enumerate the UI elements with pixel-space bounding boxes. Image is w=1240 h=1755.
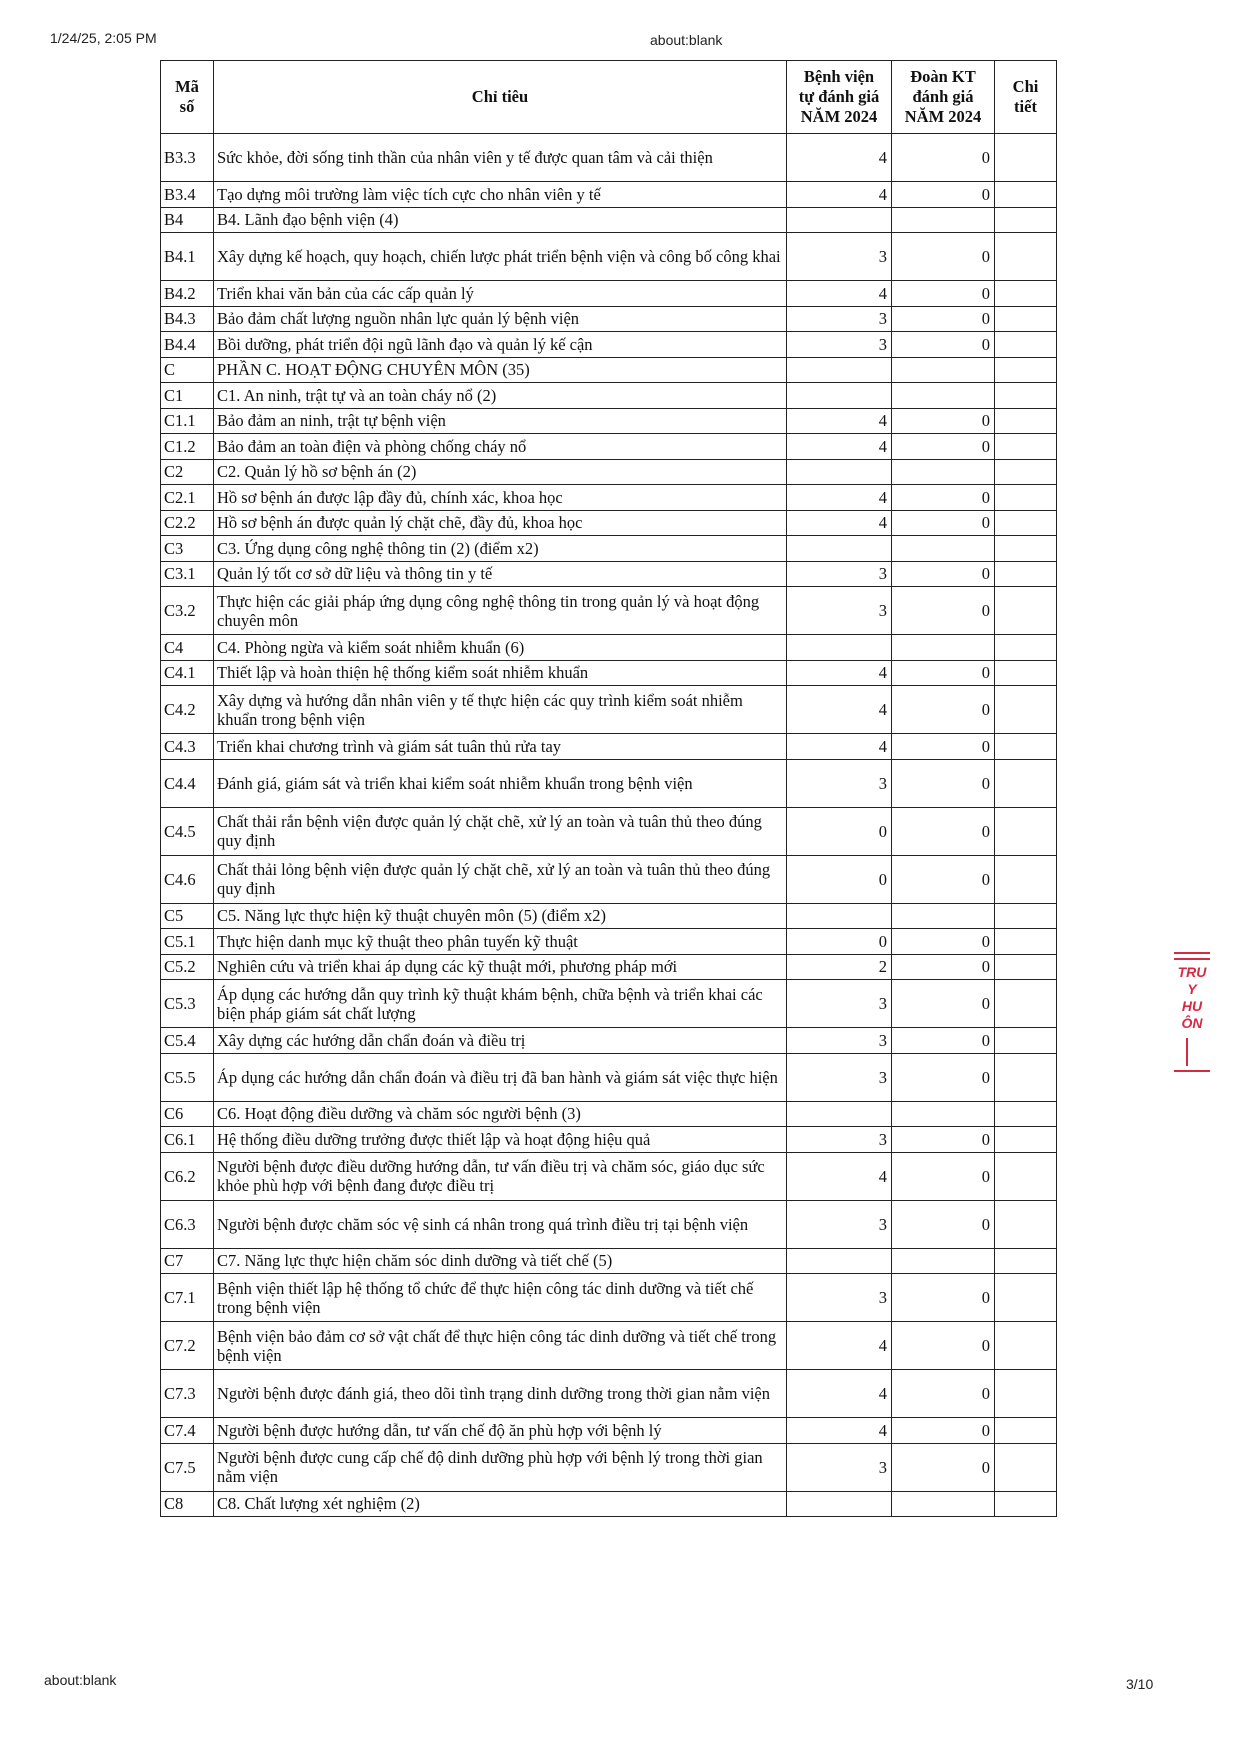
row-code: B4.1 [161, 233, 214, 281]
row-hospital-score [787, 903, 892, 929]
row-hospital-score: 4 [787, 510, 892, 536]
row-hospital-score: 3 [787, 1127, 892, 1153]
row-code: C5.5 [161, 1053, 214, 1101]
row-team-score: 0 [892, 929, 995, 955]
row-code: B4.2 [161, 281, 214, 307]
row-indicator: C7. Năng lực thực hiện chăm sóc dinh dưỡng và tiết chế (5) [214, 1248, 787, 1274]
row-team-score: 0 [892, 1418, 995, 1444]
table-row [161, 332, 1057, 358]
row-indicator: Bệnh viện bảo đảm cơ sở vật chất để thực hiện công tác dinh dưỡng và tiết chế trong bệnh viện [214, 1322, 787, 1370]
row-hospital-score: 4 [787, 134, 892, 182]
row-detail [995, 686, 1057, 734]
row-team-score: 0 [892, 686, 995, 734]
table-row [161, 510, 1057, 536]
table-row [161, 134, 1057, 182]
row-team-score: 0 [892, 1322, 995, 1370]
row-team-score: 0 [892, 1370, 995, 1418]
table-row [161, 1370, 1057, 1418]
row-code: C [161, 357, 214, 383]
row-detail [995, 1101, 1057, 1127]
row-team-score: 0 [892, 734, 995, 760]
row-hospital-score: 4 [787, 734, 892, 760]
row-detail [995, 383, 1057, 409]
table-row [161, 903, 1057, 929]
row-detail [995, 561, 1057, 587]
row-detail [995, 1248, 1057, 1274]
row-detail [995, 1028, 1057, 1054]
row-indicator: Người bệnh được chăm sóc vệ sinh cá nhân trong quá trình điều trị tại bệnh viện [214, 1200, 787, 1248]
row-detail [995, 536, 1057, 562]
row-team-score: 0 [892, 485, 995, 511]
row-hospital-score: 3 [787, 306, 892, 332]
table-row [161, 1127, 1057, 1153]
row-code: C3.2 [161, 587, 214, 635]
row-team-score: 0 [892, 587, 995, 635]
row-code: C7.4 [161, 1418, 214, 1444]
row-code: C1.1 [161, 408, 214, 434]
row-hospital-score: 4 [787, 281, 892, 307]
table-row [161, 434, 1057, 460]
row-team-score: 0 [892, 855, 995, 903]
table-row [161, 281, 1057, 307]
footer-url: about:blank [44, 1672, 117, 1688]
table-row [161, 561, 1057, 587]
row-detail [995, 1491, 1057, 1517]
row-detail [995, 929, 1057, 955]
row-team-score [892, 635, 995, 661]
row-hospital-score: 4 [787, 434, 892, 460]
table-row [161, 980, 1057, 1028]
row-hospital-score: 0 [787, 807, 892, 855]
row-code: C7.2 [161, 1322, 214, 1370]
row-code: B4.4 [161, 332, 214, 358]
row-hospital-score: 3 [787, 1028, 892, 1054]
table-row [161, 759, 1057, 807]
table-row [161, 1418, 1057, 1444]
row-indicator: B4. Lãnh đạo bệnh viện (4) [214, 207, 787, 233]
table-row [161, 686, 1057, 734]
row-team-score: 0 [892, 1127, 995, 1153]
row-code: C6.3 [161, 1200, 214, 1248]
row-team-score [892, 383, 995, 409]
row-team-score: 0 [892, 1443, 995, 1491]
row-code: C4.2 [161, 686, 214, 734]
table-row [161, 1248, 1057, 1274]
row-hospital-score [787, 1101, 892, 1127]
row-team-score [892, 1248, 995, 1274]
table-row [161, 1053, 1057, 1101]
row-team-score: 0 [892, 306, 995, 332]
row-detail [995, 1370, 1057, 1418]
row-team-score: 0 [892, 332, 995, 358]
stamp-line [1174, 1070, 1210, 1072]
row-indicator: Người bệnh được đánh giá, theo dõi tình trạng dinh dưỡng trong thời gian nằm viện [214, 1370, 787, 1418]
row-detail [995, 855, 1057, 903]
row-team-score: 0 [892, 1053, 995, 1101]
row-team-score: 0 [892, 510, 995, 536]
row-indicator: C5. Năng lực thực hiện kỹ thuật chuyên môn (5) (điểm x2) [214, 903, 787, 929]
table-row [161, 357, 1057, 383]
row-indicator: Áp dụng các hướng dẫn quy trình kỹ thuật khám bệnh, chữa bệnh và triển khai các biện pháp giám sát chất lượng [214, 980, 787, 1028]
row-indicator: Tạo dựng môi trường làm việc tích cực cho nhân viên y tế [214, 182, 787, 208]
row-hospital-score: 3 [787, 587, 892, 635]
stamp-text: ÔN [1181, 1015, 1203, 1031]
row-code: C1.2 [161, 434, 214, 460]
row-indicator: C3. Ứng dụng công nghệ thông tin (2) (điểm x2) [214, 536, 787, 562]
row-indicator: Xây dựng kế hoạch, quy hoạch, chiến lược phát triển bệnh viện và công bố công khai [214, 233, 787, 281]
row-code: B4.3 [161, 306, 214, 332]
row-team-score: 0 [892, 1152, 995, 1200]
header-code: Mã số [161, 61, 214, 134]
row-indicator: C6. Hoạt động điều dưỡng và chăm sóc người bệnh (3) [214, 1101, 787, 1127]
page-title: about:blank [650, 32, 723, 48]
row-indicator: Chất thải lỏng bệnh viện được quản lý chặt chẽ, xử lý an toàn và tuân thủ theo đúng quy định [214, 855, 787, 903]
row-code: C5.2 [161, 954, 214, 980]
row-hospital-score [787, 383, 892, 409]
row-hospital-score: 3 [787, 1443, 892, 1491]
row-team-score: 0 [892, 182, 995, 208]
table-header-row [161, 61, 1057, 134]
row-hospital-score: 4 [787, 660, 892, 686]
row-team-score: 0 [892, 759, 995, 807]
row-detail [995, 1200, 1057, 1248]
row-hospital-score [787, 536, 892, 562]
row-hospital-score [787, 1248, 892, 1274]
row-code: C4.5 [161, 807, 214, 855]
row-detail [995, 207, 1057, 233]
row-team-score: 0 [892, 1028, 995, 1054]
row-detail [995, 903, 1057, 929]
row-hospital-score: 0 [787, 855, 892, 903]
row-indicator: PHẦN C. HOẠT ĐỘNG CHUYÊN MÔN (35) [214, 357, 787, 383]
row-code: C4.3 [161, 734, 214, 760]
stamp-text: Y [1187, 981, 1197, 997]
row-team-score: 0 [892, 434, 995, 460]
row-code: C5.3 [161, 980, 214, 1028]
row-detail [995, 660, 1057, 686]
table-row [161, 1443, 1057, 1491]
row-indicator: Sức khỏe, đời sống tinh thần của nhân viên y tế được quan tâm và cải thiện [214, 134, 787, 182]
table-row [161, 485, 1057, 511]
row-indicator: Hồ sơ bệnh án được lập đầy đủ, chính xác, khoa học [214, 485, 787, 511]
row-indicator: Triển khai chương trình và giám sát tuân thủ rửa tay [214, 734, 787, 760]
row-code: C4.1 [161, 660, 214, 686]
row-code: B3.4 [161, 182, 214, 208]
row-code: C1 [161, 383, 214, 409]
row-team-score: 0 [892, 561, 995, 587]
row-detail [995, 1418, 1057, 1444]
row-hospital-score: 3 [787, 561, 892, 587]
evaluation-table [160, 60, 1057, 1517]
table-row [161, 408, 1057, 434]
row-detail [995, 734, 1057, 760]
row-indicator: Người bệnh được cung cấp chế độ dinh dưỡng phù hợp với bệnh lý trong thời gian nằm viện [214, 1443, 787, 1491]
row-code: C2.2 [161, 510, 214, 536]
row-detail [995, 485, 1057, 511]
row-hospital-score [787, 357, 892, 383]
row-detail [995, 980, 1057, 1028]
row-team-score [892, 357, 995, 383]
row-team-score [892, 903, 995, 929]
row-indicator: Triển khai văn bản của các cấp quản lý [214, 281, 787, 307]
row-hospital-score [787, 635, 892, 661]
row-detail [995, 635, 1057, 661]
table-row [161, 233, 1057, 281]
row-indicator: Chất thải rắn bệnh viện được quản lý chặt chẽ, xử lý an toàn và tuân thủ theo đúng quy định [214, 807, 787, 855]
row-code: C6.2 [161, 1152, 214, 1200]
row-hospital-score [787, 459, 892, 485]
table-row [161, 954, 1057, 980]
row-detail [995, 1322, 1057, 1370]
row-indicator: Thiết lập và hoàn thiện hệ thống kiểm soát nhiễm khuẩn [214, 660, 787, 686]
row-indicator: Hồ sơ bệnh án được quản lý chặt chẽ, đầy đủ, khoa học [214, 510, 787, 536]
row-team-score [892, 1491, 995, 1517]
row-code: C2 [161, 459, 214, 485]
row-team-score: 0 [892, 134, 995, 182]
table-row [161, 1101, 1057, 1127]
row-team-score: 0 [892, 980, 995, 1028]
row-code: B3.3 [161, 134, 214, 182]
row-detail [995, 281, 1057, 307]
row-hospital-score: 3 [787, 233, 892, 281]
row-detail [995, 357, 1057, 383]
row-indicator: Áp dụng các hướng dẫn chẩn đoán và điều trị đã ban hành và giám sát việc thực hiện [214, 1053, 787, 1101]
stamp-arc [1186, 1038, 1188, 1066]
row-code: C3.1 [161, 561, 214, 587]
row-detail [995, 233, 1057, 281]
row-team-score: 0 [892, 1200, 995, 1248]
row-hospital-score: 4 [787, 1152, 892, 1200]
row-detail [995, 1152, 1057, 1200]
table-row [161, 536, 1057, 562]
row-indicator: Đánh giá, giám sát và triển khai kiểm soát nhiễm khuẩn trong bệnh viện [214, 759, 787, 807]
table-row [161, 207, 1057, 233]
row-indicator: Người bệnh được hướng dẫn, tư vấn chế độ ăn phù hợp với bệnh lý [214, 1418, 787, 1444]
print-timestamp: 1/24/25, 2:05 PM [50, 30, 157, 46]
table-row [161, 1028, 1057, 1054]
row-indicator: Người bệnh được điều dưỡng hướng dẫn, tư vấn điều trị và chăm sóc, giáo dục sức khỏe phù hợp với bệnh đang được điều trị [214, 1152, 787, 1200]
row-indicator: Quản lý tốt cơ sở dữ liệu và thông tin y tế [214, 561, 787, 587]
row-indicator: Thực hiện các giải pháp ứng dụng công nghệ thông tin trong quản lý và hoạt động chuyên môn [214, 587, 787, 635]
row-code: C2.1 [161, 485, 214, 511]
row-hospital-score: 3 [787, 980, 892, 1028]
row-detail [995, 408, 1057, 434]
row-team-score: 0 [892, 408, 995, 434]
row-team-score: 0 [892, 281, 995, 307]
row-team-score [892, 459, 995, 485]
row-hospital-score [787, 1491, 892, 1517]
table-row [161, 1152, 1057, 1200]
row-detail [995, 332, 1057, 358]
row-code: C4.6 [161, 855, 214, 903]
row-indicator: Bảo đảm an ninh, trật tự bệnh viện [214, 408, 787, 434]
table-row [161, 807, 1057, 855]
row-code: C7 [161, 1248, 214, 1274]
table-row [161, 182, 1057, 208]
row-code: C5.4 [161, 1028, 214, 1054]
stamp-text: HU [1181, 998, 1203, 1014]
row-hospital-score: 0 [787, 929, 892, 955]
row-indicator: Thực hiện danh mục kỹ thuật theo phân tuyến kỹ thuật [214, 929, 787, 955]
table-row [161, 929, 1057, 955]
row-detail [995, 459, 1057, 485]
table-row [161, 855, 1057, 903]
row-detail [995, 1443, 1057, 1491]
row-indicator: Xây dựng và hướng dẫn nhân viên y tế thực hiện các quy trình kiểm soát nhiễm khuẩn trong bệnh viện [214, 686, 787, 734]
table-row [161, 459, 1057, 485]
header-team-assessment: Đoàn KT đánh giá NĂM 2024 [892, 61, 995, 134]
row-indicator: C4. Phòng ngừa và kiểm soát nhiễm khuẩn (6) [214, 635, 787, 661]
row-team-score [892, 536, 995, 562]
row-hospital-score: 3 [787, 1053, 892, 1101]
row-team-score: 0 [892, 1274, 995, 1322]
row-detail [995, 807, 1057, 855]
row-hospital-score: 3 [787, 1200, 892, 1248]
row-detail [995, 954, 1057, 980]
row-code: C6 [161, 1101, 214, 1127]
row-code: C7.3 [161, 1370, 214, 1418]
row-code: C5.1 [161, 929, 214, 955]
row-code: C5 [161, 903, 214, 929]
row-detail [995, 306, 1057, 332]
row-hospital-score: 4 [787, 485, 892, 511]
table-row [161, 660, 1057, 686]
row-indicator: Nghiên cứu và triển khai áp dụng các kỹ thuật mới, phương pháp mới [214, 954, 787, 980]
row-detail [995, 1053, 1057, 1101]
row-team-score: 0 [892, 807, 995, 855]
row-indicator: Bảo đảm an toàn điện và phòng chống cháy nổ [214, 434, 787, 460]
header-detail: Chi tiết [995, 61, 1057, 134]
row-code: B4 [161, 207, 214, 233]
row-team-score [892, 207, 995, 233]
row-detail [995, 134, 1057, 182]
row-indicator: C8. Chất lượng xét nghiệm (2) [214, 1491, 787, 1517]
table-row [161, 635, 1057, 661]
table-row [161, 1491, 1057, 1517]
table-row [161, 383, 1057, 409]
table-row [161, 306, 1057, 332]
row-hospital-score: 4 [787, 408, 892, 434]
row-hospital-score: 4 [787, 1322, 892, 1370]
table-row [161, 1200, 1057, 1248]
row-hospital-score [787, 207, 892, 233]
stamp-line [1174, 958, 1210, 960]
row-detail [995, 510, 1057, 536]
table-row [161, 587, 1057, 635]
row-code: C4 [161, 635, 214, 661]
row-code: C3 [161, 536, 214, 562]
row-indicator: Bảo đảm chất lượng nguồn nhân lực quản lý bệnh viện [214, 306, 787, 332]
stamp-line [1174, 952, 1210, 954]
table-row [161, 1274, 1057, 1322]
row-team-score: 0 [892, 233, 995, 281]
table-body [161, 134, 1057, 1517]
row-hospital-score: 3 [787, 1274, 892, 1322]
header-indicator: Chỉ tiêu [214, 61, 787, 134]
row-indicator: C1. An ninh, trật tự và an toàn cháy nổ (2) [214, 383, 787, 409]
row-code: C6.1 [161, 1127, 214, 1153]
row-detail [995, 1274, 1057, 1322]
row-team-score: 0 [892, 660, 995, 686]
row-indicator: Bệnh viện thiết lập hệ thống tổ chức để thực hiện công tác dinh dưỡng và tiết chế trong bệnh viện [214, 1274, 787, 1322]
stamp-text: TRU [1177, 964, 1207, 980]
row-detail [995, 434, 1057, 460]
row-code: C4.4 [161, 759, 214, 807]
row-hospital-score: 2 [787, 954, 892, 980]
row-hospital-score: 3 [787, 332, 892, 358]
row-team-score [892, 1101, 995, 1127]
row-code: C8 [161, 1491, 214, 1517]
header-hospital-self-assessment: Bệnh viện tự đánh giá NĂM 2024 [787, 61, 892, 134]
row-indicator: C2. Quản lý hồ sơ bệnh án (2) [214, 459, 787, 485]
row-code: C7.5 [161, 1443, 214, 1491]
row-detail [995, 759, 1057, 807]
row-indicator: Hệ thống điều dưỡng trưởng được thiết lập và hoạt động hiệu quả [214, 1127, 787, 1153]
row-detail [995, 182, 1057, 208]
row-hospital-score: 4 [787, 686, 892, 734]
row-detail [995, 587, 1057, 635]
row-code: C7.1 [161, 1274, 214, 1322]
row-indicator: Xây dựng các hướng dẫn chẩn đoán và điều trị [214, 1028, 787, 1054]
red-stamp [1168, 948, 1216, 1128]
row-hospital-score: 3 [787, 759, 892, 807]
row-indicator: Bồi dưỡng, phát triển đội ngũ lãnh đạo và quản lý kế cận [214, 332, 787, 358]
table-row [161, 734, 1057, 760]
row-hospital-score: 4 [787, 1418, 892, 1444]
row-hospital-score: 4 [787, 182, 892, 208]
row-hospital-score: 4 [787, 1370, 892, 1418]
row-team-score: 0 [892, 954, 995, 980]
row-detail [995, 1127, 1057, 1153]
page-number: 3/10 [1126, 1676, 1154, 1692]
table-row [161, 1322, 1057, 1370]
